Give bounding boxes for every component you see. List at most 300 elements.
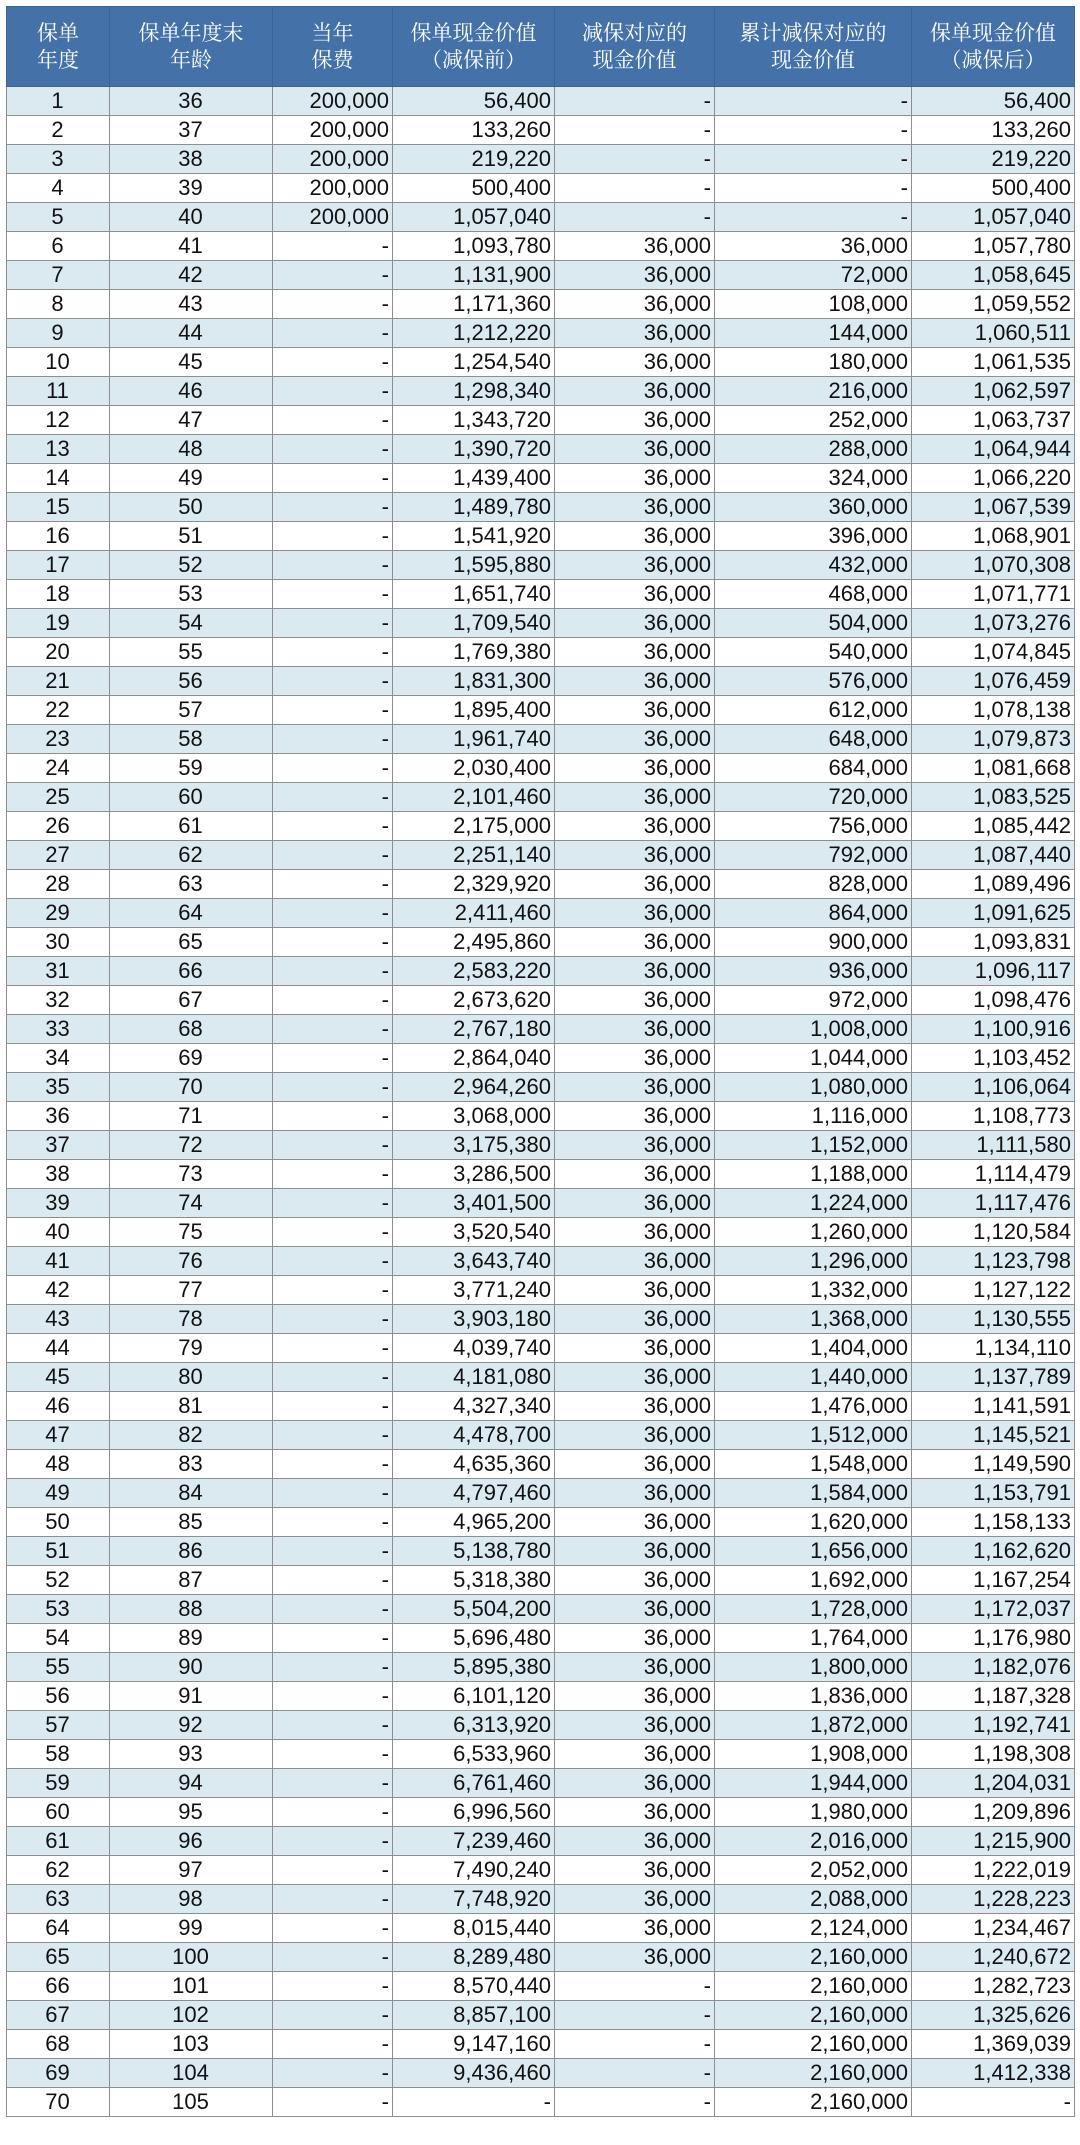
reduction-value-cell: 36,000 — [555, 406, 715, 435]
cash-value-before-cell: 5,895,380 — [393, 1653, 555, 1682]
age-cell: 85 — [110, 1508, 273, 1537]
reduction-value-cell: 36,000 — [555, 841, 715, 870]
cash-value-after-cell: - — [912, 2088, 1075, 2117]
policy-year-cell: 22 — [7, 696, 110, 725]
cash-value-after-cell: 1,068,901 — [912, 522, 1075, 551]
premium-cell: - — [273, 580, 393, 609]
cash-value-after-cell: 1,059,552 — [912, 290, 1075, 319]
policy-year-cell: 17 — [7, 551, 110, 580]
policy-year-cell: 5 — [7, 203, 110, 232]
reduction-value-cell: 36,000 — [555, 377, 715, 406]
cash-value-after-cell: 1,204,031 — [912, 1769, 1075, 1798]
table-row — [7, 696, 1075, 725]
policy-year-cell: 57 — [7, 1711, 110, 1740]
cash-value-before-cell: 2,583,220 — [393, 957, 555, 986]
table-row — [7, 261, 1075, 290]
reduction-value-cell: 36,000 — [555, 435, 715, 464]
age-cell: 40 — [110, 203, 273, 232]
premium-cell: - — [273, 1160, 393, 1189]
cumulative-reduction-cell: 576,000 — [715, 667, 912, 696]
cash-value-before-cell: 2,175,000 — [393, 812, 555, 841]
cumulative-reduction-cell: 2,124,000 — [715, 1914, 912, 1943]
cash-value-after-cell: 1,058,645 — [912, 261, 1075, 290]
premium-cell: - — [273, 1798, 393, 1827]
table-row — [7, 1102, 1075, 1131]
cash-value-before-cell: 6,533,960 — [393, 1740, 555, 1769]
table-row — [7, 2088, 1075, 2117]
cumulative-reduction-cell: 1,512,000 — [715, 1421, 912, 1450]
header-row — [7, 7, 1075, 87]
age-cell: 96 — [110, 1827, 273, 1856]
reduction-value-cell: 36,000 — [555, 1508, 715, 1537]
premium-cell: - — [273, 899, 393, 928]
policy-year-cell: 34 — [7, 1044, 110, 1073]
premium-cell: - — [273, 319, 393, 348]
policy-year-cell: 42 — [7, 1276, 110, 1305]
table-row — [7, 1682, 1075, 1711]
cash-value-after-cell: 1,076,459 — [912, 667, 1075, 696]
reduction-value-cell: 36,000 — [555, 609, 715, 638]
policy-year-cell: 3 — [7, 145, 110, 174]
age-cell: 53 — [110, 580, 273, 609]
reduction-value-cell: 36,000 — [555, 667, 715, 696]
reduction-value-cell: - — [555, 2001, 715, 2030]
header-policy-year: 保单 年度 — [7, 7, 110, 87]
age-cell: 70 — [110, 1073, 273, 1102]
age-cell: 54 — [110, 609, 273, 638]
premium-cell: - — [273, 1595, 393, 1624]
table-row — [7, 1740, 1075, 1769]
age-cell: 91 — [110, 1682, 273, 1711]
policy-year-cell: 59 — [7, 1769, 110, 1798]
cumulative-reduction-cell: 1,656,000 — [715, 1537, 912, 1566]
cumulative-reduction-cell: 1,260,000 — [715, 1218, 912, 1247]
reduction-value-cell: 36,000 — [555, 1595, 715, 1624]
age-cell: 88 — [110, 1595, 273, 1624]
reduction-value-cell: - — [555, 145, 715, 174]
premium-cell: - — [273, 1624, 393, 1653]
age-cell: 90 — [110, 1653, 273, 1682]
cash-value-after-cell: 1,222,019 — [912, 1856, 1075, 1885]
reduction-value-cell: - — [555, 2059, 715, 2088]
table-row — [7, 928, 1075, 957]
cash-value-after-cell: 500,400 — [912, 174, 1075, 203]
policy-year-cell: 23 — [7, 725, 110, 754]
cumulative-reduction-cell: 432,000 — [715, 551, 912, 580]
cash-value-before-cell: 2,864,040 — [393, 1044, 555, 1073]
policy-year-cell: 51 — [7, 1537, 110, 1566]
reduction-value-cell: 36,000 — [555, 696, 715, 725]
age-cell: 102 — [110, 2001, 273, 2030]
cash-value-after-cell: 56,400 — [912, 87, 1075, 116]
age-cell: 55 — [110, 638, 273, 667]
age-cell: 76 — [110, 1247, 273, 1276]
table-row — [7, 1363, 1075, 1392]
age-cell: 83 — [110, 1450, 273, 1479]
cumulative-reduction-cell: 2,160,000 — [715, 1943, 912, 1972]
cash-value-before-cell: 6,313,920 — [393, 1711, 555, 1740]
policy-year-cell: 12 — [7, 406, 110, 435]
reduction-value-cell: 36,000 — [555, 1363, 715, 1392]
age-cell: 51 — [110, 522, 273, 551]
premium-cell: - — [273, 1421, 393, 1450]
cumulative-reduction-cell: - — [715, 87, 912, 116]
cash-value-before-cell: 3,286,500 — [393, 1160, 555, 1189]
reduction-value-cell: 36,000 — [555, 1885, 715, 1914]
reduction-value-cell: 36,000 — [555, 1276, 715, 1305]
reduction-value-cell: 36,000 — [555, 1798, 715, 1827]
reduction-value-cell: 36,000 — [555, 986, 715, 1015]
age-cell: 59 — [110, 754, 273, 783]
premium-cell: - — [273, 1566, 393, 1595]
reduction-value-cell: 36,000 — [555, 1479, 715, 1508]
table-row — [7, 174, 1075, 203]
premium-cell: - — [273, 1653, 393, 1682]
age-cell: 77 — [110, 1276, 273, 1305]
cash-value-before-cell: 1,651,740 — [393, 580, 555, 609]
age-cell: 63 — [110, 870, 273, 899]
cash-value-after-cell: 1,187,328 — [912, 1682, 1075, 1711]
policy-year-cell: 18 — [7, 580, 110, 609]
premium-cell: - — [273, 841, 393, 870]
cash-value-after-cell: 1,087,440 — [912, 841, 1075, 870]
cumulative-reduction-cell: 396,000 — [715, 522, 912, 551]
table-row — [7, 435, 1075, 464]
table-row — [7, 406, 1075, 435]
cumulative-reduction-cell: 1,224,000 — [715, 1189, 912, 1218]
cash-value-after-cell: 133,260 — [912, 116, 1075, 145]
policy-year-cell: 7 — [7, 261, 110, 290]
table-row — [7, 1769, 1075, 1798]
premium-cell: 200,000 — [273, 116, 393, 145]
age-cell: 60 — [110, 783, 273, 812]
premium-cell: - — [273, 870, 393, 899]
cash-value-after-cell: 1,176,980 — [912, 1624, 1075, 1653]
policy-year-cell: 40 — [7, 1218, 110, 1247]
reduction-value-cell: 36,000 — [555, 493, 715, 522]
cash-value-after-cell: 1,114,479 — [912, 1160, 1075, 1189]
cash-value-after-cell: 1,103,452 — [912, 1044, 1075, 1073]
age-cell: 49 — [110, 464, 273, 493]
premium-cell: - — [273, 1102, 393, 1131]
policy-year-cell: 27 — [7, 841, 110, 870]
policy-year-cell: 31 — [7, 957, 110, 986]
policy-year-cell: 8 — [7, 290, 110, 319]
table-row — [7, 1189, 1075, 1218]
cash-value-before-cell: 2,101,460 — [393, 783, 555, 812]
cash-value-after-cell: 1,057,780 — [912, 232, 1075, 261]
policy-year-cell: 9 — [7, 319, 110, 348]
age-cell: 56 — [110, 667, 273, 696]
cash-value-before-cell: 6,996,560 — [393, 1798, 555, 1827]
premium-cell: - — [273, 783, 393, 812]
reduction-value-cell: 36,000 — [555, 1711, 715, 1740]
cash-value-after-cell: 1,182,076 — [912, 1653, 1075, 1682]
cumulative-reduction-cell: 1,440,000 — [715, 1363, 912, 1392]
premium-cell: - — [273, 261, 393, 290]
policy-year-cell: 54 — [7, 1624, 110, 1653]
table-row — [7, 1392, 1075, 1421]
age-cell: 66 — [110, 957, 273, 986]
age-cell: 61 — [110, 812, 273, 841]
reduction-value-cell: 36,000 — [555, 1073, 715, 1102]
cash-value-after-cell: 1,061,535 — [912, 348, 1075, 377]
age-cell: 82 — [110, 1421, 273, 1450]
table-row — [7, 1160, 1075, 1189]
premium-cell: - — [273, 1189, 393, 1218]
table-row — [7, 203, 1075, 232]
cash-value-before-cell: 6,101,120 — [393, 1682, 555, 1711]
table-row — [7, 986, 1075, 1015]
cumulative-reduction-cell: - — [715, 174, 912, 203]
cash-value-after-cell: 1,079,873 — [912, 725, 1075, 754]
cumulative-reduction-cell: 2,160,000 — [715, 2059, 912, 2088]
cash-value-after-cell: 1,134,110 — [912, 1334, 1075, 1363]
reduction-value-cell: 36,000 — [555, 464, 715, 493]
table-row — [7, 1218, 1075, 1247]
reduction-value-cell: 36,000 — [555, 725, 715, 754]
premium-cell: - — [273, 1276, 393, 1305]
reduction-value-cell: 36,000 — [555, 754, 715, 783]
premium-cell: - — [273, 2088, 393, 2117]
table-row — [7, 609, 1075, 638]
cash-value-after-cell: 1,137,789 — [912, 1363, 1075, 1392]
reduction-value-cell: 36,000 — [555, 1044, 715, 1073]
cash-value-after-cell: 1,074,845 — [912, 638, 1075, 667]
table-row — [7, 377, 1075, 406]
cash-value-before-cell: 4,965,200 — [393, 1508, 555, 1537]
policy-year-cell: 58 — [7, 1740, 110, 1769]
cumulative-reduction-cell: 144,000 — [715, 319, 912, 348]
cumulative-reduction-cell: 2,088,000 — [715, 1885, 912, 1914]
cash-value-before-cell: 1,057,040 — [393, 203, 555, 232]
cash-value-after-cell: 1,240,672 — [912, 1943, 1075, 1972]
cash-value-before-cell: 9,147,160 — [393, 2030, 555, 2059]
table-row — [7, 1276, 1075, 1305]
policy-year-cell: 29 — [7, 899, 110, 928]
reduction-value-cell: 36,000 — [555, 928, 715, 957]
premium-cell: - — [273, 1508, 393, 1537]
table-row — [7, 1015, 1075, 1044]
cash-value-before-cell: 4,327,340 — [393, 1392, 555, 1421]
age-cell: 48 — [110, 435, 273, 464]
reduction-value-cell: 36,000 — [555, 1537, 715, 1566]
cumulative-reduction-cell: 792,000 — [715, 841, 912, 870]
premium-cell: - — [273, 348, 393, 377]
premium-cell: - — [273, 1682, 393, 1711]
cash-value-after-cell: 1,123,798 — [912, 1247, 1075, 1276]
cumulative-reduction-cell: 684,000 — [715, 754, 912, 783]
age-cell: 64 — [110, 899, 273, 928]
cumulative-reduction-cell: 2,160,000 — [715, 1972, 912, 2001]
cumulative-reduction-cell: - — [715, 145, 912, 174]
policy-year-cell: 32 — [7, 986, 110, 1015]
cash-value-table — [6, 6, 1075, 2117]
table-row — [7, 2059, 1075, 2088]
policy-year-cell: 19 — [7, 609, 110, 638]
cash-value-before-cell: 1,541,920 — [393, 522, 555, 551]
cash-value-after-cell: 1,369,039 — [912, 2030, 1075, 2059]
table-row — [7, 1914, 1075, 1943]
cash-value-after-cell: 1,071,771 — [912, 580, 1075, 609]
premium-cell: - — [273, 1015, 393, 1044]
table-row — [7, 1450, 1075, 1479]
cash-value-after-cell: 1,098,476 — [912, 986, 1075, 1015]
cash-value-before-cell: 1,709,540 — [393, 609, 555, 638]
reduction-value-cell: - — [555, 2088, 715, 2117]
age-cell: 62 — [110, 841, 273, 870]
table-row — [7, 1943, 1075, 1972]
cumulative-reduction-cell: 1,872,000 — [715, 1711, 912, 1740]
reduction-value-cell: 36,000 — [555, 348, 715, 377]
cumulative-reduction-cell: 1,404,000 — [715, 1334, 912, 1363]
policy-year-cell: 35 — [7, 1073, 110, 1102]
policy-year-cell: 10 — [7, 348, 110, 377]
cash-value-after-cell: 1,325,626 — [912, 2001, 1075, 2030]
reduction-value-cell: 36,000 — [555, 1421, 715, 1450]
cash-value-before-cell: 1,212,220 — [393, 319, 555, 348]
cash-value-before-cell: 2,030,400 — [393, 754, 555, 783]
age-cell: 73 — [110, 1160, 273, 1189]
policy-year-cell: 45 — [7, 1363, 110, 1392]
cumulative-reduction-cell: 2,052,000 — [715, 1856, 912, 1885]
table-row — [7, 290, 1075, 319]
cash-value-before-cell: 3,643,740 — [393, 1247, 555, 1276]
age-cell: 86 — [110, 1537, 273, 1566]
table-row — [7, 725, 1075, 754]
cash-value-after-cell: 1,083,525 — [912, 783, 1075, 812]
cumulative-reduction-cell: 468,000 — [715, 580, 912, 609]
age-cell: 78 — [110, 1305, 273, 1334]
cash-value-before-cell: 4,039,740 — [393, 1334, 555, 1363]
policy-year-cell: 60 — [7, 1798, 110, 1827]
table-row — [7, 232, 1075, 261]
policy-year-cell: 21 — [7, 667, 110, 696]
cash-value-before-cell: 1,489,780 — [393, 493, 555, 522]
reduction-value-cell: 36,000 — [555, 1015, 715, 1044]
cumulative-reduction-cell: 1,728,000 — [715, 1595, 912, 1624]
cash-value-before-cell: - — [393, 2088, 555, 2117]
premium-cell: - — [273, 290, 393, 319]
cumulative-reduction-cell: 540,000 — [715, 638, 912, 667]
reduction-value-cell: 36,000 — [555, 1566, 715, 1595]
table-row — [7, 1421, 1075, 1450]
premium-cell: - — [273, 2030, 393, 2059]
policy-year-cell: 50 — [7, 1508, 110, 1537]
policy-year-cell: 2 — [7, 116, 110, 145]
table-row — [7, 2030, 1075, 2059]
cash-value-after-cell: 1,234,467 — [912, 1914, 1075, 1943]
age-cell: 72 — [110, 1131, 273, 1160]
cash-value-after-cell: 1,215,900 — [912, 1827, 1075, 1856]
table-row — [7, 1044, 1075, 1073]
reduction-value-cell: 36,000 — [555, 1102, 715, 1131]
premium-cell: - — [273, 609, 393, 638]
cash-value-before-cell: 5,696,480 — [393, 1624, 555, 1653]
header-age-at-year-end: 保单年度末 年龄 — [110, 7, 273, 87]
reduction-value-cell: 36,000 — [555, 261, 715, 290]
cumulative-reduction-cell: 1,944,000 — [715, 1769, 912, 1798]
reduction-value-cell: - — [555, 1972, 715, 2001]
cumulative-reduction-cell: 1,080,000 — [715, 1073, 912, 1102]
cumulative-reduction-cell: 900,000 — [715, 928, 912, 957]
policy-year-cell: 64 — [7, 1914, 110, 1943]
age-cell: 38 — [110, 145, 273, 174]
table-row — [7, 1508, 1075, 1537]
cumulative-reduction-cell: 2,016,000 — [715, 1827, 912, 1856]
cash-value-before-cell: 133,260 — [393, 116, 555, 145]
header-reduction-cash-value: 减保对应的 现金价值 — [555, 7, 715, 87]
cumulative-reduction-cell: 1,152,000 — [715, 1131, 912, 1160]
policy-year-cell: 33 — [7, 1015, 110, 1044]
cash-value-after-cell: 1,108,773 — [912, 1102, 1075, 1131]
cash-value-after-cell: 1,192,741 — [912, 1711, 1075, 1740]
reduction-value-cell: - — [555, 116, 715, 145]
policy-year-cell: 62 — [7, 1856, 110, 1885]
cash-value-before-cell: 219,220 — [393, 145, 555, 174]
table-row — [7, 1305, 1075, 1334]
policy-year-cell: 24 — [7, 754, 110, 783]
cash-value-before-cell: 3,771,240 — [393, 1276, 555, 1305]
age-cell: 39 — [110, 174, 273, 203]
cash-value-after-cell: 1,111,580 — [912, 1131, 1075, 1160]
cash-value-after-cell: 1,070,308 — [912, 551, 1075, 580]
reduction-value-cell: - — [555, 174, 715, 203]
cash-value-before-cell: 1,343,720 — [393, 406, 555, 435]
cash-value-after-cell: 1,100,916 — [912, 1015, 1075, 1044]
reduction-value-cell: 36,000 — [555, 899, 715, 928]
policy-year-cell: 30 — [7, 928, 110, 957]
premium-cell: - — [273, 1479, 393, 1508]
premium-cell: - — [273, 1392, 393, 1421]
cumulative-reduction-cell: - — [715, 116, 912, 145]
policy-year-cell: 20 — [7, 638, 110, 667]
cash-value-before-cell: 1,131,900 — [393, 261, 555, 290]
cash-value-after-cell: 1,167,254 — [912, 1566, 1075, 1595]
cumulative-reduction-cell: 2,160,000 — [715, 2030, 912, 2059]
policy-year-cell: 49 — [7, 1479, 110, 1508]
cash-value-before-cell: 2,673,620 — [393, 986, 555, 1015]
header-cash-value-after-reduction: 保单现金价值 （减保后） — [912, 7, 1075, 87]
cumulative-reduction-cell: 1,764,000 — [715, 1624, 912, 1653]
table-row — [7, 493, 1075, 522]
age-cell: 47 — [110, 406, 273, 435]
cash-value-after-cell: 1,130,555 — [912, 1305, 1075, 1334]
cash-value-before-cell: 4,478,700 — [393, 1421, 555, 1450]
age-cell: 58 — [110, 725, 273, 754]
table-row — [7, 1972, 1075, 2001]
cumulative-reduction-cell: 612,000 — [715, 696, 912, 725]
cumulative-reduction-cell: 324,000 — [715, 464, 912, 493]
premium-cell: - — [273, 638, 393, 667]
cash-value-before-cell: 2,495,860 — [393, 928, 555, 957]
cash-value-before-cell: 8,289,480 — [393, 1943, 555, 1972]
reduction-value-cell: 36,000 — [555, 1450, 715, 1479]
policy-year-cell: 61 — [7, 1827, 110, 1856]
premium-cell: - — [273, 1856, 393, 1885]
reduction-value-cell: 36,000 — [555, 957, 715, 986]
cash-value-before-cell: 2,411,460 — [393, 899, 555, 928]
policy-year-cell: 47 — [7, 1421, 110, 1450]
policy-year-cell: 69 — [7, 2059, 110, 2088]
cumulative-reduction-cell: 36,000 — [715, 232, 912, 261]
policy-year-cell: 67 — [7, 2001, 110, 2030]
cash-value-before-cell: 1,831,300 — [393, 667, 555, 696]
reduction-value-cell: 36,000 — [555, 1653, 715, 1682]
premium-cell: - — [273, 1247, 393, 1276]
age-cell: 45 — [110, 348, 273, 377]
table-row — [7, 522, 1075, 551]
